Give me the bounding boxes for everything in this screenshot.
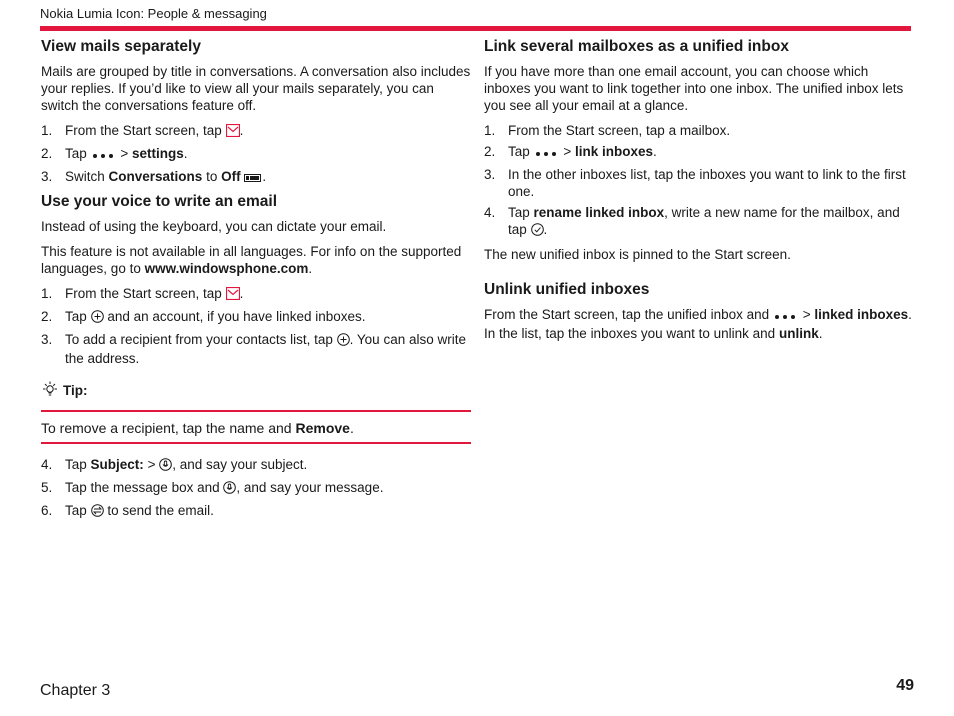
tip-text: To remove a recipient, tap the name and [41,420,292,436]
list-item [41,479,471,498]
mail-icon [226,124,240,141]
step-text: Tap [65,309,87,324]
step-separator: > [563,144,572,159]
list-item [41,331,471,367]
step-end: . [239,286,244,301]
step-text: to [206,169,218,184]
step-text: Tap [65,503,87,518]
section-paragraph: The new unified inbox is pinned to the Start screen. [484,247,791,262]
paragraph-bold: linked inboxes [814,307,909,322]
paragraph-end: . [308,261,313,276]
step-bold: link inboxes [574,144,653,159]
step-number: 3. [41,169,53,184]
tip-label: Tip: [63,383,88,398]
more-dots-icon [773,308,799,325]
step-end: . [543,222,548,237]
step-number: 3. [41,332,53,347]
tip-bold: Remove [295,420,350,436]
section-paragraph: Mails are grouped by title in conversations. A conversation also includes your replies. If you’d like to view all your mails separately, you can switch the conversations feature off. [41,64,471,113]
step-text: From the Start screen, tap [65,123,222,138]
step-bold: Subject: [90,457,144,472]
paragraph-end: . [818,326,823,341]
section-paragraph [41,243,471,277]
list-item [484,204,914,240]
step-number: 4. [41,457,53,472]
microphone-icon [223,481,236,498]
add-circle-icon [337,333,350,350]
paragraph-text: This feature is not available in all languages. For info on the supported languages, go to [41,244,462,276]
step-text: Tap the message box and [65,480,220,495]
toggle-off-icon [244,170,262,187]
paragraph-text: . In the list, tap the inboxes you want to unlink and [484,307,912,341]
step-bold: Off [221,169,241,184]
step-text: From the Start screen, tap [65,286,222,301]
section-heading: Link several mailboxes as a unified inbox [484,38,789,55]
list-item [41,122,471,141]
steps-list [41,456,471,521]
step-text: , write a new name for the mailbox, and tap [508,205,900,237]
tip-header [41,381,471,400]
more-dots-icon [91,147,117,164]
step-text: From the Start screen, tap a mailbox. [508,123,731,138]
header-title: Nokia Lumia Icon: People & messaging [40,6,267,21]
paragraph-text: From the Start screen, tap the unified inbox and [484,307,770,322]
step-end: . [239,123,244,138]
step-number: 1. [41,123,53,138]
tip-end: . [349,420,354,436]
left-column [41,38,471,527]
list-item [41,308,471,327]
section-heading: View mails separately [41,38,201,55]
step-end: . [653,144,657,159]
tip-box [41,410,471,444]
steps-list [484,122,914,240]
step-number: 4. [484,205,496,220]
step-text: Tap [65,146,87,161]
more-dots-icon [534,145,560,162]
step-text: . You can also write the address. [65,332,466,366]
step-bold: settings [131,146,184,161]
step-separator: > [120,146,129,161]
step-end: . [262,169,267,184]
step-text: Tap [65,457,87,472]
step-text: To add a recipient from your contacts list, tap [65,332,333,347]
list-item [484,143,914,162]
add-circle-icon [91,310,104,327]
step-text: and an account, if you have linked inboxes. [107,309,366,324]
step-separator: > [147,457,156,472]
steps-list [41,122,471,187]
website-link[interactable]: www.windowsphone.com [144,261,309,276]
step-number: 1. [41,286,53,301]
section-heading: Use your voice to write an email [41,193,278,210]
list-item [41,456,471,475]
mail-icon [226,287,240,304]
step-number: 5. [41,480,53,495]
list-item [41,145,471,164]
step-number: 3. [484,167,496,182]
header-bar [40,26,911,31]
paragraph-bold: unlink [778,326,819,341]
list-item [41,168,471,187]
step-number: 2. [41,146,53,161]
lightbulb-icon [41,381,59,400]
step-bold: Conversations [108,169,203,184]
step-text: , and say your message. [236,480,384,495]
paragraph-separator: > [802,307,811,322]
check-circle-icon [531,223,544,240]
step-end: . [183,146,188,161]
section-paragraph: Instead of using the keyboard, you can dictate your email. [41,219,387,234]
list-item [484,166,914,200]
section-paragraph: If you have more than one email account, you can choose which inboxes you want to link together into one inbox. The unified inbox lets you see all your email at a glance. [484,64,904,113]
step-number: 2. [41,309,53,324]
step-text: In the other inboxes list, tap the inboxes you want to link to the first one. [508,167,906,199]
step-number: 1. [484,123,496,138]
step-text: to send the email. [107,503,214,518]
list-item [484,122,914,139]
step-text: Tap [508,144,530,159]
step-text: Tap [508,205,530,220]
section-paragraph [484,306,914,342]
step-number: 6. [41,503,53,518]
step-number: 2. [484,144,496,159]
step-bold: rename linked inbox [533,205,665,220]
list-item [41,502,471,521]
step-text: , and say your subject. [172,457,308,472]
page-number: 49 [896,677,914,694]
right-column [484,38,914,350]
list-item [41,285,471,304]
steps-list [41,285,471,367]
footer-chapter: Chapter 3 [40,682,111,699]
section-heading: Unlink unified inboxes [484,281,650,298]
step-text: Switch [65,169,105,184]
send-icon [91,504,104,521]
microphone-icon [159,458,172,475]
